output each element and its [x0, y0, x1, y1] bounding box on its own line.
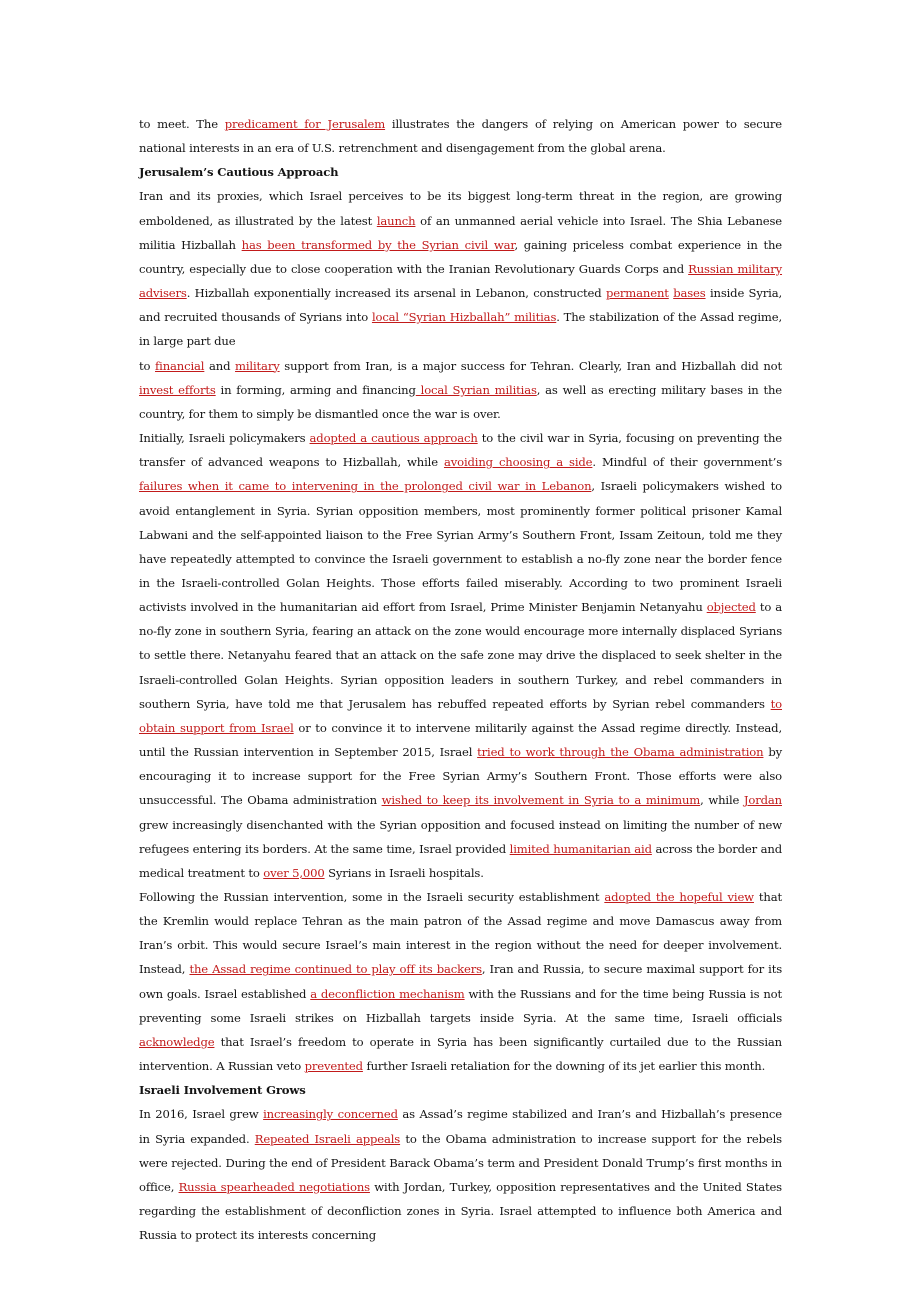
paragraph-intro	[139, 112, 782, 160]
text-span: to	[139, 358, 156, 373]
text-span: Initially, Israeli policymakers	[139, 431, 310, 446]
paragraph-2016	[139, 1102, 782, 1247]
link-bases[interactable]: bases	[673, 286, 706, 301]
link-adopted-hopeful-view[interactable]: adopted the hopeful view	[604, 890, 754, 904]
link-adopted-cautious-approach[interactable]: adopted a cautious approach	[309, 431, 478, 446]
text-span: to the civil war in Syria, focusing on preventing the transfer of advanced weapons to Hizballah, while	[139, 431, 782, 470]
text-span: . The stabilization of the Assad regime, in large part due	[139, 310, 782, 349]
text-span: Syrians in Israeli hospitals.	[324, 865, 484, 880]
text-span: to meet. The	[139, 117, 225, 131]
text-span: , gaining priceless combat experience in the country, especially due to close cooperation with the Iranian Revolutionary Guards Corps and	[139, 237, 782, 276]
text-span: to a no-fly zone in southern Syria, fearing an attack on the zone would encourage more internally displaced Syrians to settle there. Netanyahu feared that an attack on the safe zone may drive the displaced to seek shelter in the Israeli-controlled Golan Heights. Syrian opposition leaders in southern Turkey, and rebel commanders in southern Syria, have told me that Jerusalem has rebuffed repeated efforts by Syrian rebel commanders	[139, 600, 782, 711]
link-invest-efforts[interactable]: invest efforts	[139, 382, 216, 397]
text-span: to the Obama administration to increase support for the rebels were rejected. During the end of President Barack Obama’s term and President Donald Trump’s first months in office,	[139, 1131, 782, 1194]
link-objected[interactable]: objected	[706, 600, 756, 615]
link-deconfliction-mechanism[interactable]: a deconfliction mechanism	[310, 986, 465, 1001]
section-heading-cautious-approach: Jerusalem’s Cautious Approach	[139, 165, 339, 180]
text-span: grew increasingly disenchanted with the Syrian opposition and focused instead on limiting the number of new refugees entering its borders. At the same time, Israel provided	[139, 817, 782, 856]
text-span: , Iran and Russia, to secure maximal support for its own goals. Israel established	[139, 962, 782, 1001]
text-span: , Israeli policymakers wished to avoid entanglement in Syria. Syrian opposition members, most prominently former political prisoner Kamal Labwani and the self-appointed liaison to the Free Syrian Army’s Southern Front, Issam Zeitoun, told me they have repeatedly attempted to convince the Israeli government to establish a no-fly zone near the border fence in the Israeli-controlled Golan Heights. Those efforts failed miserably. According to two prominent Israeli activists involved in the humanitarian aid effort from Israel, Prime Minister Benjamin Netanyahu	[139, 479, 782, 615]
link-military[interactable]: military	[235, 358, 280, 373]
paragraph-israeli-policymakers	[139, 426, 782, 885]
link-repeated-israeli-appeals[interactable]: Repeated Israeli appeals	[254, 1131, 401, 1146]
text-span: support from Iran, is a major success for Tehran. Clearly, Iran and Hizballah did not	[279, 358, 783, 373]
text-span: . Mindful of their government’s	[592, 455, 783, 470]
link-involvement-minimum[interactable]: wished to keep its involvement in Syria to a minimum	[381, 793, 701, 808]
text-span: with Jordan, Turkey, opposition representatives and the United States regarding the establishment of deconfliction zones in Syria. Israel attempted to influence both America and Russia to protect its interests concerning	[139, 1179, 782, 1243]
text-span: , while	[700, 793, 744, 808]
text-span: and	[204, 358, 236, 373]
link-transformed-by-civil-war[interactable]: has been transformed by the Syrian civil war	[241, 237, 515, 252]
text-span: Following the Russian intervention, some in the Israeli security establishment	[139, 890, 605, 904]
text-span: In 2016, Israel grew	[139, 1107, 264, 1122]
text-span: or to convince it to intervene militarily against the Assad regime directly. Instead, until the Russian intervention in September 2015, Israel	[139, 720, 782, 760]
link-to-obtain-support-from-israel[interactable]: to obtain support from Israel	[139, 696, 782, 735]
text-span: illustrates the dangers of relying on American power to secure national interests in an era of U.S. retrenchment and disengagement from the global arena.	[139, 117, 782, 156]
link-russian-military-advisers[interactable]: Russian military advisers	[139, 261, 783, 301]
paragraph-russian-intervention	[139, 885, 782, 1078]
text-span: across the border and medical treatment to	[139, 841, 782, 880]
text-span: further Israeli retaliation for the downing of its jet earlier this month.	[362, 1059, 766, 1074]
article-body	[139, 112, 782, 1247]
paragraph-iran-proxies	[139, 184, 782, 353]
link-financial[interactable]: financial	[155, 358, 205, 373]
text-span: with the Russians and for the time being Russia is not preventing some Israeli strikes on Hizballah targets inside Syria. At the same time, Israeli officials	[139, 986, 782, 1025]
link-russia-spearheaded-negotiations[interactable]: Russia spearheaded negotiations	[178, 1179, 370, 1194]
text-span: as Assad’s regime stabilized and Iran’s and Hizballah’s presence in Syria expanded.	[139, 1107, 782, 1146]
link-acknowledge[interactable]: acknowledge	[139, 1034, 215, 1049]
text-span: that the Kremlin would replace Tehran as the main patron of the Assad regime and move Damascus away from Iran’s orbit. This would secure Israel’s main interest in the region without the need for deeper involvement. Instead,	[139, 890, 783, 977]
link-obama-administration[interactable]: tried to work through the Obama administration	[477, 745, 764, 760]
paragraph-support-from-iran	[139, 354, 782, 426]
text-span: Iran and its proxies, which Israel perceives to be its biggest long-term threat in the region, are growing emboldened, as illustrated by the latest	[139, 189, 782, 228]
text-span: . Hizballah exponentially increased its arsenal in Lebanon, constructed	[186, 286, 606, 301]
link-permanent[interactable]: permanent	[605, 286, 669, 301]
section-heading-involvement-grows: Israeli Involvement Grows	[139, 1083, 306, 1098]
text-span: , as well as erecting military bases in the country, for them to simply be dismantled once the war is over.	[139, 382, 782, 421]
link-over-5000[interactable]: over 5,000	[263, 865, 325, 880]
text-span: inside Syria, and recruited thousands of Syrians into	[139, 286, 782, 325]
text-span: of an unmanned aerial vehicle into Israel. The Shia Lebanese militia Hizballah	[139, 213, 782, 252]
link-local-syrian-militias[interactable]: local Syrian militias	[415, 382, 537, 397]
link-launch[interactable]: launch	[376, 213, 416, 228]
link-local-syrian-hizballah-militias[interactable]: local “Syrian Hizballah” militias	[371, 310, 557, 325]
link-failures-in-lebanon[interactable]: failures when it came to intervening in the prolonged civil war in Lebanon	[139, 479, 592, 494]
link-prevented[interactable]: prevented	[304, 1059, 363, 1074]
link-assad-regime-backers[interactable]: the Assad regime continued to play off its backers	[189, 962, 482, 977]
link-increasingly-concerned[interactable]: increasingly concerned	[263, 1107, 398, 1122]
link-avoiding-choosing-a-side[interactable]: avoiding choosing a side	[443, 455, 593, 470]
link-jordan[interactable]: Jordan	[743, 793, 782, 808]
link-limited-humanitarian-aid[interactable]: limited humanitarian aid	[509, 841, 652, 856]
text-span: that Israel’s freedom to operate in Syria has been significantly curtailed due to the Russian intervention. A Russian veto	[139, 1034, 782, 1074]
text-span: by encouraging it to increase support for the Free Syrian Army’s Southern Front. Those efforts were also unsuccessful. The Obama administration	[139, 745, 782, 808]
text-span: in forming, arming and financing	[215, 382, 416, 397]
link-predicament-for-jerusalem[interactable]: predicament for Jerusalem	[224, 117, 386, 131]
